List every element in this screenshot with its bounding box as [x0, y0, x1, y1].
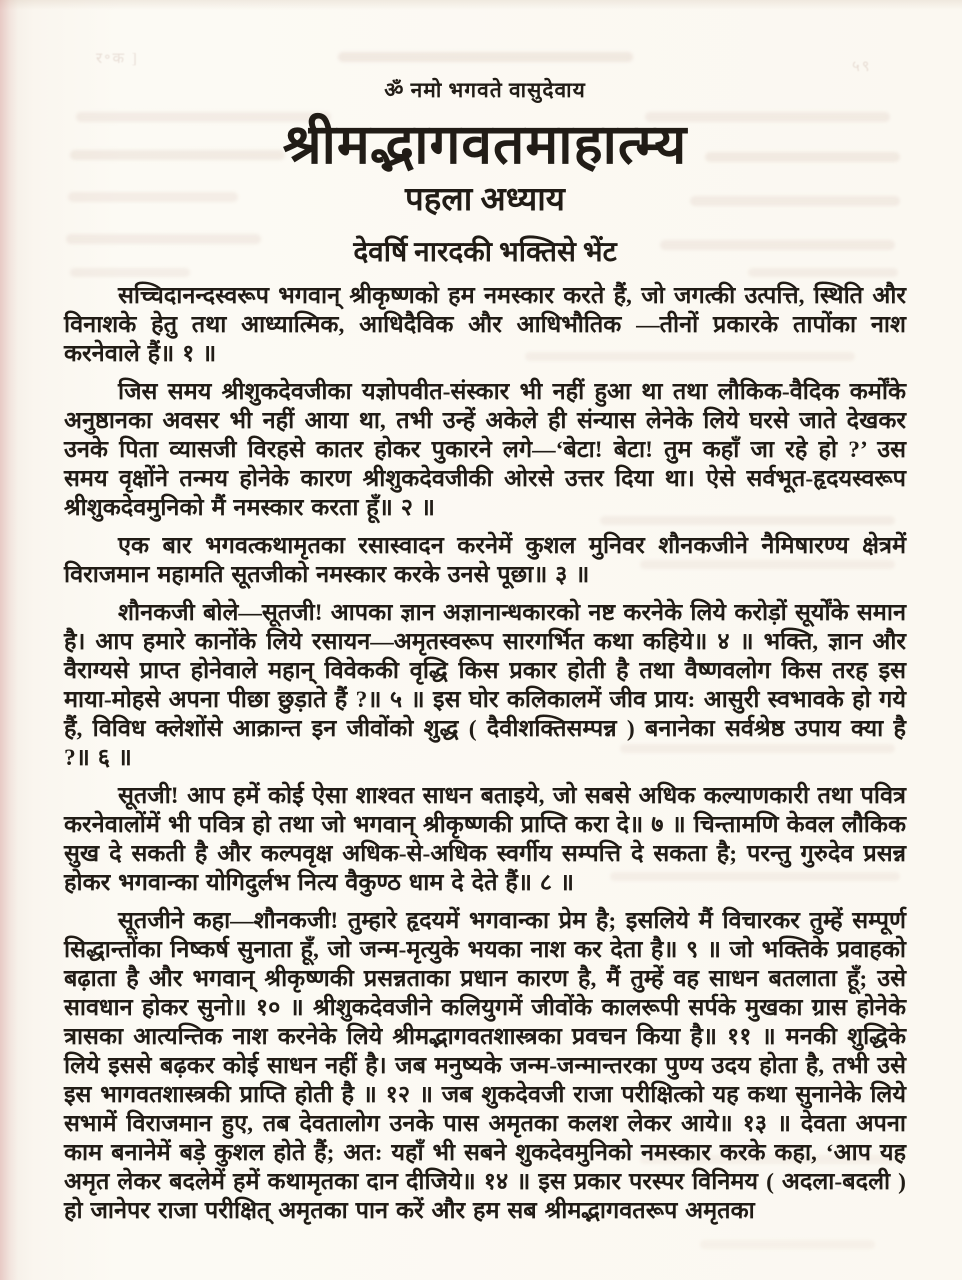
- bleedthrough-left-header: र॰क ]: [96, 51, 139, 67]
- body-paragraph-1: सच्चिदानन्दस्वरूप भगवान् श्रीकृष्णको हम नमस्कार करते हैं, जो जगत्की उत्पत्ति, स्थिति और विनाशके हेतु तथा आध्यात्मिक, आधिदैविक और आधिभौतिक —तीनों प्रकारके तापोंका नाश करनेवाले हैं॥ १ ॥: [64, 282, 906, 367]
- body-paragraph-5: सूतजी! आप हमें कोई ऐसा शाश्वत साधन बताइये, जो सबसे अधिक कल्याणकारी तथा पवित्र करनेवालोंमें भी पवित्र हो तथा जो भगवान् श्रीकृष्णकी प्राप्ति करा दे॥ ७ ॥ चिन्तामणि केवल लौकिक सुख दे सकती है और कल्पवृक्ष अधिक-से-अधिक स्वर्गीय सम्पत्ति दे सकता है; परन्तु गुरुदेव प्रसन्न होकर भगवान्का योगिदुर्लभ नित्य वैकुण्ठ धाम दे देते हैं॥ ८ ॥: [64, 782, 906, 896]
- page-number-faint: ५९: [852, 59, 872, 75]
- body-text: [64, 282, 906, 1226]
- book-title: श्रीमद्भागवतमाहात्म्य: [282, 114, 688, 175]
- page-gutter-edge: [0, 0, 18, 1280]
- invocation-line: ॐ नमो भगवते वासुदेवाय: [384, 78, 586, 102]
- body-paragraph-3: एक बार भगवत्कथामृतका रसास्वादन करनेमें कुशल मुनिवर शौनकजीने नैमिषारण्य क्षेत्रमें विराजमान महामति सूतजीको नमस्कार करके उनसे पूछा॥ ३ ॥: [64, 532, 906, 588]
- page-top-edge-shading: [0, 0, 962, 10]
- section-heading: देवर्षि नारदकी भक्तिसे भेंट: [353, 236, 617, 268]
- body-paragraph-2: जिस समय श्रीशुकदेवजीका यज्ञोपवीत-संस्कार भी नहीं हुआ था तथा लौकिक-वैदिक कर्मोंके अनुष्ठानका अवसर भी नहीं आया था, तभी उन्हें अकेले ही संन्यास लेनेके लिये घरसे जाते देखकर उनके पिता व्यासजी विरहसे कातर होकर पुकारने लगे—‘बेटा! बेटा! तुम कहाँ जा रहे हो ?’ उस समय वृक्षोंने तन्मय होनेके कारण श्रीशुकदेवजीकी ओरसे उत्तर दिया था। ऐसे सर्वभूत-हृदयस्वरूप श्रीशुकदेवमुनिको मैं नमस्कार करता हूँ॥ २ ॥: [64, 378, 906, 521]
- body-paragraph-4: शौनकजी बोले—सूतजी! आपका ज्ञान अज्ञानान्धकारको नष्ट करनेके लिये करोड़ों सूर्योंके समान है। आप हमारे कानोंके लिये रसायन—अमृतस्वरूप सारगर्भित कथा कहिये॥ ४ ॥ भक्ति, ज्ञान और वैराग्यसे प्राप्त होनेवाले महान् विवेककी वृद्धि किस प्रकार होती है तथा वैष्णवलोग किस तरह इस माया-मोहसे अपना पीछा छुड़ाते हैं ?॥ ५ ॥ इस घोर कलिकालमें जीव प्राय: आसुरी स्वभावके हो गये हैं, विविध क्लेशोंसे आक्रान्त इन जीवोंको शुद्ध ( दैवीशक्तिसम्पन्न ) बनानेका सर्वश्रेष्ठ उपाय क्या है ?॥ ६ ॥: [64, 599, 907, 771]
- bleedthrough-streak: [700, 1240, 875, 1249]
- body-paragraph-6: सूतजीने कहा—शौनकजी! तुम्हारे हृदयमें भगवान्का प्रेम है; इसलिये मैं विचारकर तुम्हें सम्पूर्ण सिद्धान्तोंका निष्कर्ष सुनाता हूँ, जो जन्म-मृत्युके भयका नाश कर देता है॥ ९ ॥ जो भक्तिके प्रवाहको बढ़ाता है और भगवान् श्रीकृष्णकी प्रसन्नताका प्रधान कारण है, मैं तुम्हें वह साधन बतलाता हूँ; उसे सावधान होकर सुनो॥ १० ॥ श्रीशुकदेवजीने कलियुगमें जीवोंके कालरूपी सर्पके मुखका ग्रास होनेके त्रासका आत्यन्तिक नाश करनेके लिये श्रीमद्भागवतशास्त्रका प्रवचन किया है॥ ११ ॥ मनकी शुद्धिके लिये इससे बढ़कर कोई साधन नहीं है। जब मनुष्यके जन्म-जन्मान्तरका पुण्य उदय होता है, तभी उसे इस भागवतशास्त्रकी प्राप्ति होती है ॥ १२ ॥ जब शुकदेवजी राजा परीक्षित्को यह कथा सुनानेके लिये सभामें विराजमान हुए, तब देवतालोग उनके पास अमृतका कलश लेकर आये॥ १३ ॥ देवता अपना काम बनानेमें बड़े कुशल होते हैं; अत: यहाँ भी सबने शुकदेवमुनिको नमस्कार करके कहा, ‘आप यह अमृत लेकर बदलेमें हमें कथामृतका दान दीजिये॥ १४ ॥ इस प्रकार परस्पर विनिमय ( अदला-बदली ) हो जानेपर राजा परीक्षित् अमृतका पान करें और हम सब श्रीमद्भागवतरूप अमृतका: [64, 907, 906, 1224]
- text-block: [64, 46, 906, 1235]
- chapter-heading: पहला अध्याय: [405, 181, 565, 218]
